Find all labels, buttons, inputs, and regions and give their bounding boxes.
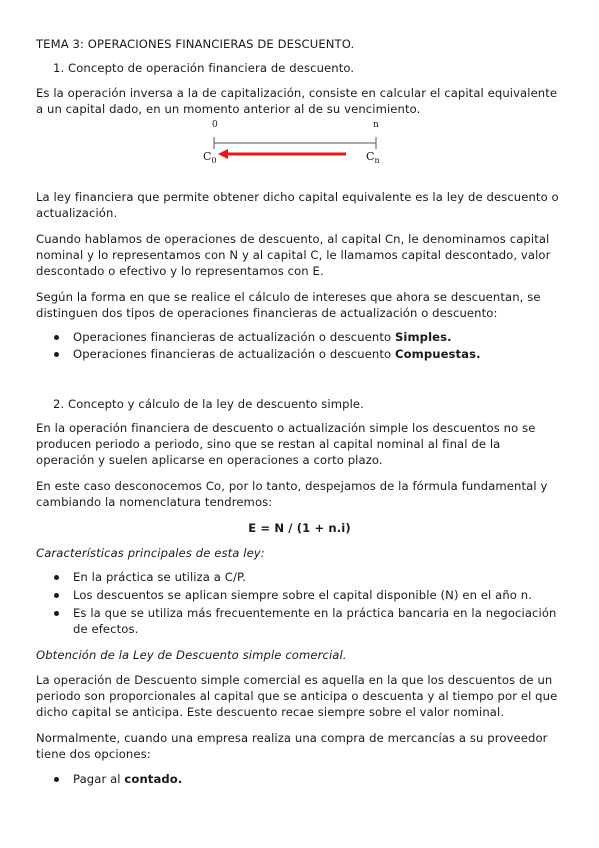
document-title: TEMA 3: OPERACIONES FINANCIERAS DE DESCUENTO. bbox=[36, 37, 355, 51]
list-item bbox=[73, 330, 452, 345]
paragraph-line: a un capital dado, en un momento anterior al de su vencimiento. bbox=[36, 102, 421, 116]
paragraph-line: dicho capital se anticipa. Este descuento recae siempre sobre el valor nominal. bbox=[36, 705, 505, 719]
label-cn: $C_n$ bbox=[366, 150, 380, 166]
paragraph-line: distinguen dos tipos de operaciones financieras de actualización o descuento: bbox=[36, 306, 498, 320]
bullet-dot bbox=[54, 575, 59, 580]
paragraph-line: actualización. bbox=[36, 206, 118, 220]
bullet-dot bbox=[54, 611, 59, 616]
paragraph-line: La operación de Descuento simple comercial es aquella en la que los descuentos de un bbox=[36, 673, 553, 687]
arrow-head bbox=[218, 149, 228, 159]
list-item bbox=[73, 772, 182, 787]
list-item-bold: contado. bbox=[124, 772, 183, 786]
list-item-bold: Simples. bbox=[394, 330, 452, 344]
list-item-text: Operaciones financieras de actualización o descuento bbox=[73, 347, 395, 361]
paragraph-line: nominal y lo representamos con N y al capital C, le llamamos capital descontado, valor bbox=[36, 248, 551, 262]
paragraph-line: Normalmente, cuando una empresa realiza una compra de mercancías a su proveedor bbox=[36, 731, 548, 745]
tick-label-end: n bbox=[373, 120, 379, 130]
list-item: Es la que se utiliza más frecuentemente en la práctica bancaria en la negociación bbox=[73, 606, 557, 620]
section-2-heading: 2. Concepto y cálculo de la ley de descuento simple. bbox=[53, 397, 364, 411]
label-c0: $C_0$ bbox=[203, 150, 217, 166]
list-item: En la práctica se utiliza a C/P. bbox=[73, 570, 247, 584]
list-item bbox=[73, 347, 481, 362]
paragraph-line: En la operación financiera de descuento o actualización simple los descuentos no se bbox=[36, 421, 536, 435]
list-item-text: Pagar al bbox=[73, 772, 125, 786]
bullet-dot bbox=[54, 352, 59, 357]
list-item-continuation: de efectos. bbox=[73, 622, 139, 636]
bullet-dot bbox=[54, 335, 59, 340]
paragraph-line: operación y suelen aplicarse en operaciones a corto plazo. bbox=[36, 453, 383, 467]
list-item-text: Operaciones financieras de actualización o descuento bbox=[73, 330, 395, 344]
bullet-dot bbox=[54, 777, 59, 782]
list-item: Los descuentos se aplican siempre sobre el capital disponible (N) en el año n. bbox=[73, 588, 533, 602]
paragraph-line: Es la operación inversa a la de capitalización, consiste en calcular el capital equivalente bbox=[36, 86, 558, 100]
paragraph-line: Según la forma en que se realice el cálculo de intereses que ahora se descuentan, se bbox=[36, 290, 541, 304]
list-item-bold: Compuestas. bbox=[394, 347, 481, 361]
paragraph-line: Cuando hablamos de operaciones de descuento, al capital Cn, le denominamos capital bbox=[36, 232, 550, 246]
paragraph-line: tiene dos opciones: bbox=[36, 747, 151, 761]
obtencion-heading: Obtención de la Ley de Descuento simple comercial. bbox=[36, 648, 347, 662]
paragraph-line: producen periodo a periodo, sino que se restan al capital nominal al final de la bbox=[36, 437, 501, 451]
paragraph-line: La ley financiera que permite obtener dicho capital equivalente es la ley de descuento o bbox=[36, 190, 559, 204]
paragraph-line: periodo son proporcionales al capital que se anticipa o descuenta y al tiempo por el que bbox=[36, 689, 558, 703]
bullet-dot bbox=[54, 593, 59, 598]
formula: E = N / (1 + n.i) bbox=[248, 521, 351, 535]
tick-label-start: 0 bbox=[212, 120, 218, 130]
discount-diagram bbox=[198, 120, 398, 166]
section-1-heading: 1. Concepto de operación financiera de descuento. bbox=[53, 61, 355, 75]
paragraph-line: descontado o efectivo y lo representamos con E. bbox=[36, 264, 324, 278]
characteristics-heading: Características principales de esta ley: bbox=[36, 546, 265, 560]
paragraph-line: cambiando la nomenclatura tendremos: bbox=[36, 495, 273, 509]
paragraph-line: En este caso desconocemos Co, por lo tanto, despejamos de la fórmula fundamental y bbox=[36, 479, 548, 493]
